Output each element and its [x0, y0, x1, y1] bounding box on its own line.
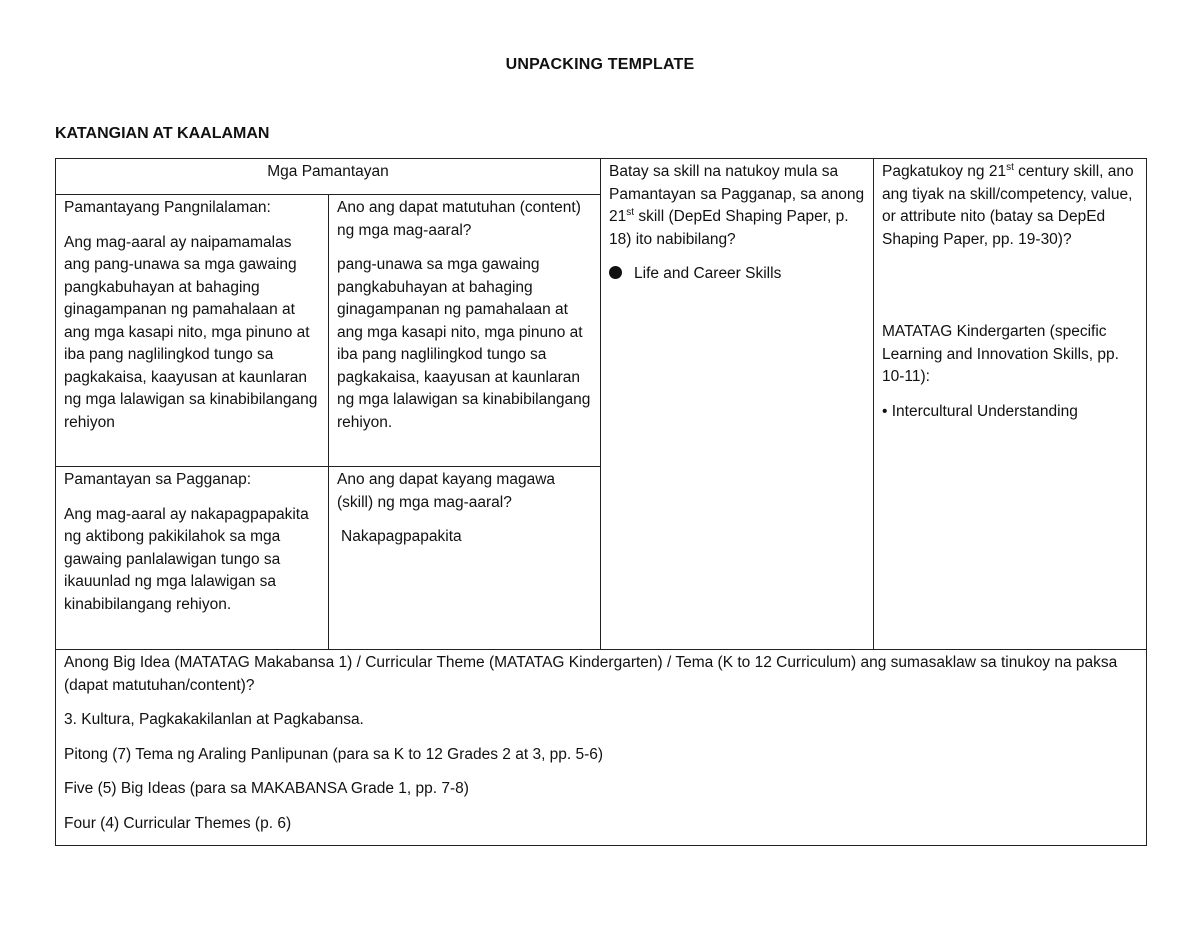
document-title: UNPACKING TEMPLATE [505, 56, 695, 73]
skill-bullet: Life and Career Skills [609, 263, 865, 286]
performance-question-cell [329, 467, 601, 650]
content-standard-label: Pamantayang Pangnilalaman: [64, 199, 271, 216]
content-question-text: pang-unawa sa mga gawaing pangkabuhayan at bahaging ginagampanan ng pamahalaan at ang mga kasapi nito, mga pinuno at iba pang naglilingkod tungo sa pagkakaisa, kaayusan at kaunlaran ng mga lalawigan sa kinabibilangang rehiyon. [337, 256, 591, 431]
big-idea-question: Anong Big Idea (MATATAG Makabansa 1) / Curricular Theme (MATATAG Kindergarten) / Tema (K to 12 Curriculum) ang sumasaklaw sa tinukoy na paksa (dapat matutuhan/content)? [64, 654, 1118, 694]
content-question-cell [329, 195, 601, 467]
competency-item: • Intercultural Understanding [882, 402, 1078, 420]
big-idea-answer: 3. Kultura, Pagkakakilanlan at Pagkabansa. [64, 711, 364, 728]
section-title: KATANGIAN AT KAALAMAN [55, 125, 270, 142]
matatag-note: MATATAG Kindergarten (specific Learning and Innovation Skills, pp. 10-11): [882, 323, 1119, 385]
big-idea-note-1: Pitong (7) Tema ng Araling Panlipunan (para sa K to 12 Grades 2 at 3, pp. 5-6) [64, 745, 604, 763]
skill-cell [601, 159, 874, 650]
performance-question-label: Ano ang dapat kayang magawa (skill) ng mga mag-aaral? [337, 471, 556, 511]
performance-standard-label: Pamantayan sa Pagganap: [64, 471, 251, 488]
performance-question-text: Nakapagpapakita [341, 528, 462, 545]
big-idea-cell [56, 650, 1147, 846]
content-standard-text: Ang mag-aaral ay naipamamalas ang pang-unawa sa mga gawaing pangkabuhayan at bahaging ginagampanan ng pamahalaan at ang mga kasapi nito, mga pinuno at iba pang naglilingkod tungo sa pagkakaisa, kaayusan at kaunlaran ng mga lalawigan sa kinabibilangang rehiyon [64, 233, 318, 431]
content-standard-cell [56, 195, 329, 467]
unpacking-table [55, 158, 1147, 846]
big-idea-note-3: Four (4) Curricular Themes (p. 6) [64, 814, 292, 832]
competency-cell [874, 159, 1147, 650]
skill-question: Batay sa skill na natukoy mula sa Pamantayan sa Pagganap, sa anong 21st skill (DepEd Shaping Paper, p. 18) ito nabibilang? [609, 163, 865, 248]
bullet-icon [609, 266, 622, 279]
standards-header: Mga Pamantayan [56, 159, 601, 195]
performance-standard-cell [56, 467, 329, 650]
big-idea-note-2: Five (5) Big Ideas (para sa MAKABANSA Grade 1, pp. 7-8) [64, 780, 469, 797]
competency-question: Pagkatukoy ng 21st century skill, ano ang tiyak na skill/competency, value, or attribute nito (batay sa DepEd Shaping Paper, pp. 19-30)? [882, 161, 1134, 248]
performance-standard-text: Ang mag-aaral ay nakapagpapakita ng aktibong pakikilahok sa mga gawaing panlalawigan tungo sa ikauunlad ng mga lalawigan sa kinabibilangang rehiyon. [64, 505, 309, 613]
content-question-label: Ano ang dapat matutuhan (content) ng mga mag-aaral? [337, 199, 581, 239]
